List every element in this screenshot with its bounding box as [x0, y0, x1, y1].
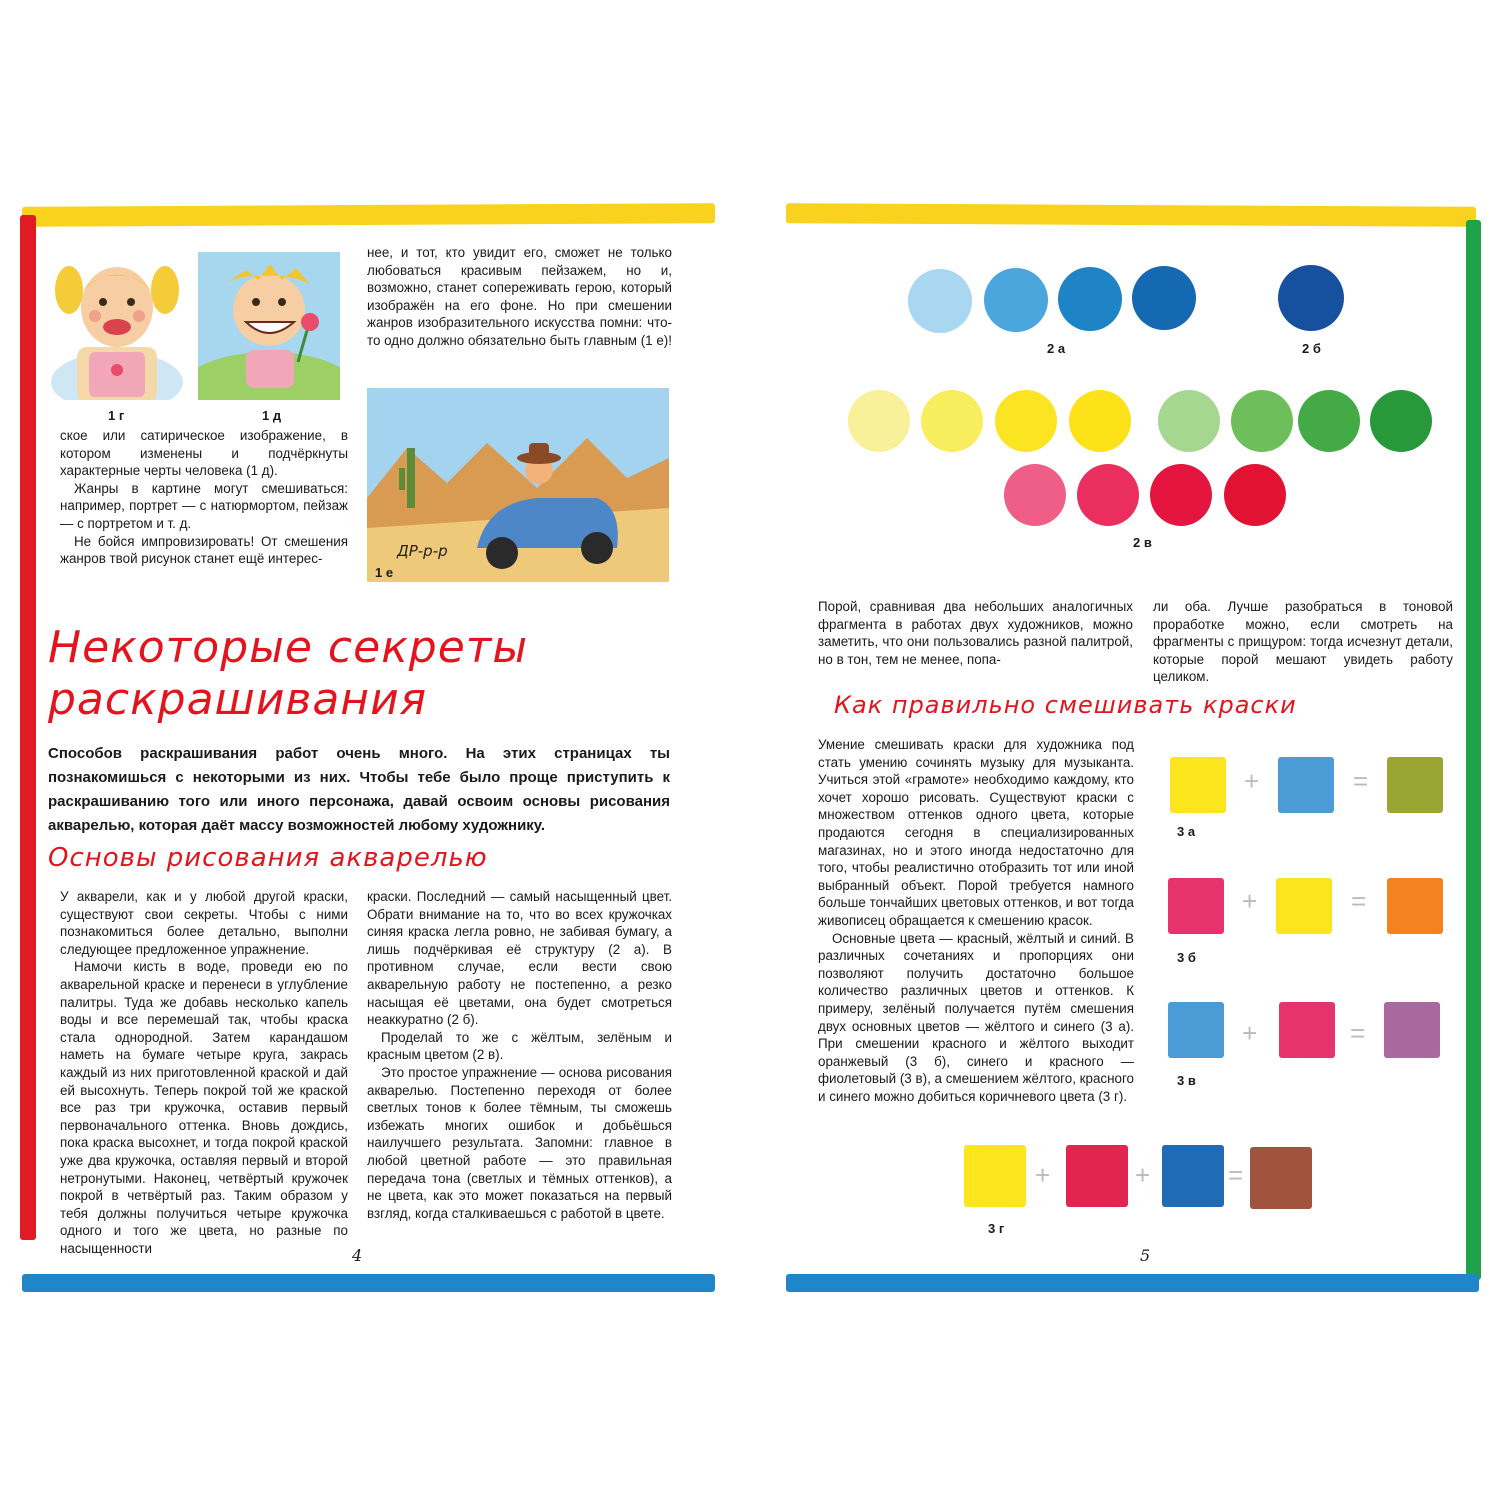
green-circle-1	[1158, 390, 1220, 452]
text-column-2	[367, 888, 672, 1222]
section-subtitle-mixing: Как правильно смешивать краски	[834, 691, 1297, 719]
swatch-orange-result	[1387, 878, 1443, 934]
red-stroke-left	[20, 215, 36, 1240]
green-circle-4	[1370, 390, 1432, 452]
swatch-olive-result	[1387, 757, 1443, 813]
text-column-top-left	[60, 427, 348, 568]
blue-circle-4	[1132, 266, 1196, 330]
swatch-blue-3a	[1278, 757, 1334, 813]
text-column-mixing	[818, 736, 1134, 1105]
swatch-pink-3v	[1279, 1002, 1335, 1058]
page-title-line-2: раскрашивания	[48, 674, 428, 725]
swatch-blue-3v	[1168, 1002, 1224, 1058]
equals-sign: =	[1351, 886, 1367, 916]
green-circle-2	[1231, 390, 1293, 452]
yellow-circle-2	[921, 390, 983, 452]
blue-stroke-bottom-left	[22, 1274, 715, 1292]
equals-sign: =	[1228, 1160, 1244, 1190]
yellow-circle-3	[995, 390, 1057, 452]
text-column-top-right	[367, 244, 672, 350]
blue-circle-2	[984, 268, 1048, 332]
blue-circle-1	[908, 269, 972, 333]
girl-portrait-illustration	[47, 252, 187, 400]
swatch-pink-3b	[1168, 878, 1224, 934]
plus-sign: +	[1035, 1160, 1051, 1190]
cowboy-car-illustration	[367, 388, 669, 582]
paragraph: Основные цвета — красный, жёлтый и синий. В различных сочетаниях и пропорциях они позволяют получить достаточно большое количество различных цветов и оттенков. К примеру, зелёный получается путём смешения двух основных цветов — жёлтого и синего (3 а). При смешении красного и жёлтого выходит оранжевый (3 б), синего и красного — фиолетовый (3 в), а смешением жёлтого, красного и синего можно добиться коричневого цвета (3 г).	[818, 930, 1134, 1104]
caption-1e: 1 е	[375, 565, 394, 580]
caption-3g: 3 г	[988, 1221, 1005, 1236]
plus-sign: +	[1244, 766, 1260, 796]
car-sound-text: ДР-р-р	[397, 542, 448, 560]
page-title	[48, 622, 688, 726]
caption-2v: 2 в	[1133, 535, 1152, 550]
caption-3v: 3 в	[1177, 1073, 1196, 1088]
caption-1g: 1 г	[108, 408, 125, 423]
plus-sign: +	[1242, 886, 1258, 916]
paragraph: Намочи кисть в воде, проведи ею по акварельной краске и перенеси в углубление палитры. Туда же добавь несколько капель воды и все перемешай так, чтобы краска стала однородной. Затем карандашом наметь на бумаге четыре круга, закрась каждый из них приготовленной краской и дай ей высохнуть. Теперь покрой той же краской все раз три кружочка, оставив первый первоначального оттенка. Вновь дождись, пока краска высохнет, и тогда покрой краской уже два кружочка, оставляя первый и второй нетронутыми. Наконец, четвёртый кружочек покрой в четвёртый раз. Таким образом у тебя должны получиться четыре кружочка одного и того же цвета, но разные по насыщенности	[60, 959, 348, 1256]
paragraph: краски. Последний — самый насыщенный цвет. Обрати внимание на то, что во всех кружочках синяя краска легла ровно, не забивая бумагу, а лишь подчёркивая её структуру (2 а). В противном случае, если вести свою акварельную работу не постепенно, а резко насыщая её цветами, она будет смотреться неаккуратно (2 б).	[367, 889, 672, 1028]
caption-3a: 3 а	[1177, 824, 1196, 839]
caption-3b: 3 б	[1177, 950, 1196, 965]
red-circle-1	[1004, 464, 1066, 526]
swatch-red-3g	[1066, 1145, 1128, 1207]
red-circle-4	[1224, 464, 1286, 526]
page-number-left: 4	[352, 1246, 363, 1265]
swatch-brown-result	[1250, 1147, 1312, 1209]
yellow-stroke-top-left	[22, 203, 715, 227]
red-circle-2	[1077, 464, 1139, 526]
green-circle-3	[1298, 390, 1360, 452]
caption-2a: 2 а	[1047, 341, 1066, 356]
swatch-yellow-3b	[1276, 878, 1332, 934]
paragraph: ское или сатирическое изображение, в котором изменены и подчёркнуты характерные черты человека (1 д).	[60, 428, 348, 479]
yellow-stroke-top-right	[786, 203, 1476, 227]
paragraph: нее, и тот, кто увидит его, сможет не только любоваться красивым пейзажем, но и, возможно, станет сопереживать герою, который изображён на его фоне. Но при смешении жанров изобразительного искусства помни: что-то одно должно обязательно быть главным (1 е)!	[367, 245, 672, 348]
swatch-darkblue-3g	[1162, 1145, 1224, 1207]
swatch-violet-result	[1384, 1002, 1440, 1058]
intro-paragraph: Способов раскрашивания работ очень много. На этих страницах ты познакомишься с некоторыми из них. Чтобы тебе было проще приступить к раскрашиванию того или иного персонажа, давай освоим основы рисования акварелью, которая даёт массу возможностей любому художнику.	[48, 745, 670, 834]
equals-sign: =	[1350, 1018, 1366, 1048]
page-title-line-1: Некоторые секреты	[48, 622, 529, 673]
equals-sign: =	[1353, 766, 1369, 796]
paragraph: У акварели, как и у любой другой краски, существуют свои секреты. Чтобы с ними познакомиться более детально, выполни следующее предложенное упражнение.	[60, 889, 348, 957]
page-number-right: 5	[1140, 1246, 1151, 1265]
paragraph: Жанры в картине могут смешиваться: например, портрет — с натюрмортом, пейзаж — с портретом и т. д.	[60, 480, 348, 531]
paragraph: Проделай то же с жёлтым, зелёным и красным цветом (2 в).	[367, 1029, 672, 1063]
paragraph: Это простое упражнение — основа рисования акварелью. Постепенно переходя от более светлых тонов к более тёмным, ты сможешь избежать многих ошибок и добьёшься наилучшего результата. Запомни: главное в любой цветной работе — это правильная передача тона (светлых и тёмных оттенков), а не цвета, как это может показаться на первый взгляд, когда сталкиваешься с работой в цвете.	[367, 1064, 672, 1221]
yellow-circle-1	[848, 390, 910, 452]
text-column-1	[60, 888, 348, 1257]
girl-caricature-illustration	[198, 252, 340, 400]
paragraph: Умение смешивать краски для художника под стать умению сочинять музыку для музыканта. Учиться этой «грамоте» необходимо каждому, кто хочет хорошо рисовать. Существуют краски с множеством оттенков одного цвета, которые продаются сегодня в специализированных магазинах, но и этого иногда недостаточно для того, чтобы реалистично отобразить тот или иной выбранный объект. Порой требуется намного больше тончайших цветовых оттенков, и вот тогда живописец обращается к смешению красок.	[818, 737, 1134, 928]
yellow-circle-4	[1069, 390, 1131, 452]
green-stroke-right	[1466, 220, 1481, 1280]
caption-1d: 1 д	[262, 408, 282, 423]
paragraph: Порой, сравнивая два небольших аналогичных фрагмента в работах двух художников, можно заметить, что они пользовались разной палитрой, но в тон, тем не менее, попа-	[818, 599, 1133, 667]
paragraph: ли оба. Лучше разобраться в тоновой проработке можно, если смотреть на фрагменты с прищуром: тогда исчезнут детали, которые порой мешают увидеть работу целиком.	[1153, 599, 1453, 685]
caption-2b: 2 б	[1302, 341, 1321, 356]
plus-sign: +	[1135, 1160, 1151, 1190]
blue-stroke-bottom-right	[786, 1274, 1479, 1292]
paragraph: Не бойся импровизировать! От смешения жанров твой рисунок станет ещё интерес-	[60, 533, 348, 567]
plus-sign: +	[1242, 1018, 1258, 1048]
blue-circle-dense	[1278, 265, 1344, 331]
swatch-yellow-3a	[1170, 757, 1226, 813]
blue-circle-3	[1058, 267, 1122, 331]
section-subtitle-watercolor-basics: Основы рисования акварелью	[48, 843, 488, 873]
text-column-shading-right	[1153, 598, 1453, 686]
red-circle-3	[1150, 464, 1212, 526]
text-column-shading-left	[818, 598, 1133, 668]
swatch-yellow-3g	[964, 1145, 1026, 1207]
